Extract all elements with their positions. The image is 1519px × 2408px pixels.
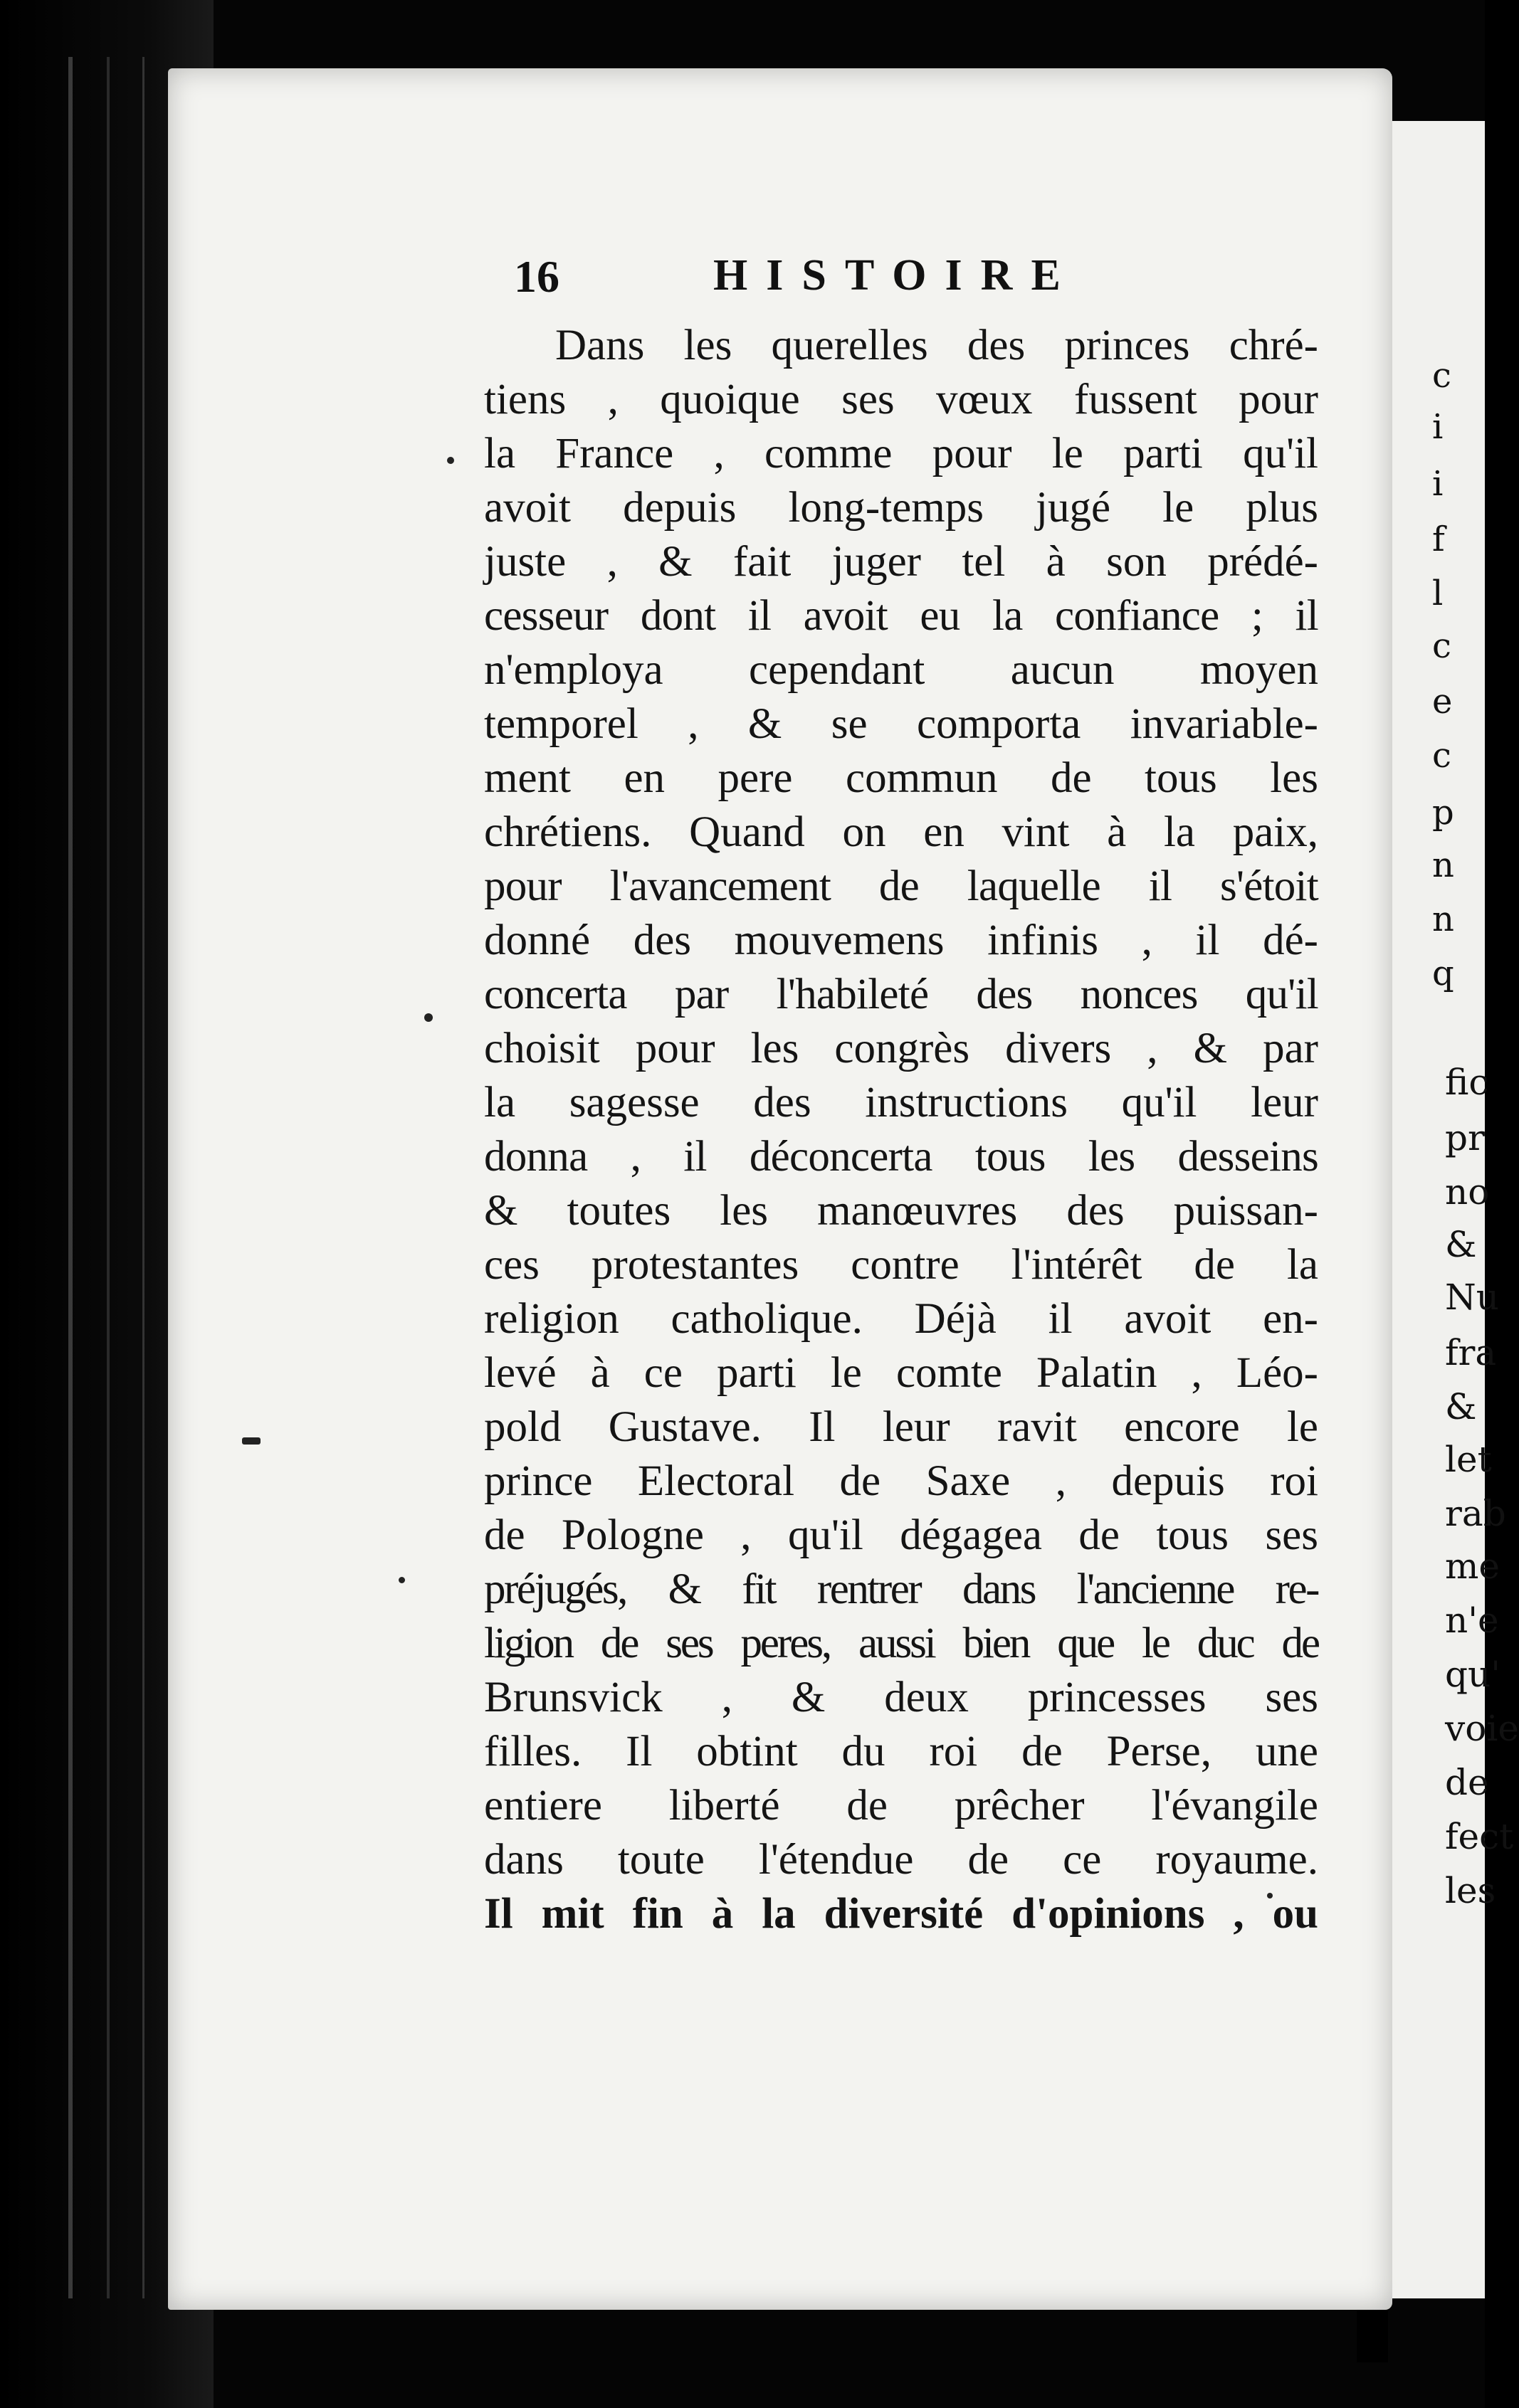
facing-page-fragment: fect (1445, 1816, 1514, 1857)
text-line: juste , & fait juger tel à son prédé- (484, 538, 1318, 586)
facing-page-fragment: Nu (1445, 1277, 1499, 1318)
running-head (514, 250, 1126, 315)
text-line: Il mit fin à la diversité d'opinions , ou (484, 1890, 1318, 1938)
page-speck (424, 1013, 433, 1022)
facing-page-fragment: no (1445, 1171, 1490, 1213)
facing-page-fragment: voie (1445, 1708, 1519, 1749)
facing-page-fragment: me (1445, 1546, 1500, 1587)
text-line: Brunsvick , & deux princesses ses (484, 1674, 1318, 1721)
facing-page-fragment: c (1432, 736, 1451, 776)
text-line: pold Gustave. Il leur ravit encore le (484, 1403, 1318, 1451)
text-line: prince Electoral de Saxe , depuis roi (484, 1457, 1318, 1505)
facing-page-fragment: i (1432, 407, 1444, 447)
facing-page-fragment: e (1432, 682, 1453, 722)
facing-page-fragment: q (1432, 954, 1454, 993)
facing-page-fragment: fic (1445, 1062, 1489, 1103)
facing-page-fragment: l (1432, 574, 1444, 613)
text-line: concerta par l'habileté des nonces qu'il (484, 971, 1318, 1018)
facing-page-fragment: fra (1445, 1332, 1497, 1373)
facing-page-fragment: p (1432, 793, 1454, 833)
text-line: filles. Il obtint du roi de Perse, une (484, 1728, 1318, 1775)
text-line: de Pologne , qu'il dégagea de tous ses (484, 1511, 1318, 1559)
text-line: & toutes les manœuvres des puissan- (484, 1187, 1318, 1235)
facing-page-fragment: & (1445, 1224, 1477, 1265)
text-line: temporel , & se comporta invariable- (484, 700, 1318, 748)
facing-page-fragment: les (1445, 1870, 1496, 1911)
text-line: chrétiens. Quand on en vint à la paix, (484, 808, 1318, 856)
text-line: cesseur dont il avoit eu la confiance ; il (484, 592, 1318, 640)
body-text (484, 319, 1318, 1941)
text-line: avoit depuis long-temps jugé le plus (484, 484, 1318, 532)
text-line: la France , comme pour le parti qu'il (484, 430, 1318, 477)
facing-page-fragment: c (1432, 356, 1451, 396)
spine-edge-line (68, 57, 73, 2298)
text-line: donné des mouvemens infinis , il dé- (484, 917, 1318, 964)
page-speck (399, 1577, 405, 1583)
text-line: ment en pere commun de tous les (484, 754, 1318, 802)
text-line: la sagesse des instructions qu'il leur (484, 1079, 1318, 1126)
page-speck (447, 457, 454, 464)
facing-page-fragment: & (1445, 1386, 1477, 1427)
text-line: Dans les querelles des princes chré- (555, 322, 1318, 369)
text-line: levé à ce parti le comte Palatin , Léo- (484, 1349, 1318, 1397)
text-line: n'employa cependant aucun moyen (484, 646, 1318, 694)
facing-page-fragment: qu' (1445, 1654, 1500, 1695)
text-line: entiere liberté de prêcher l'évangile (484, 1782, 1318, 1829)
text-line: donna , il déconcerta tous les desseins (484, 1133, 1318, 1181)
facing-page-fragment: rab (1445, 1493, 1506, 1534)
text-line: préjugés, & fit rentrer dans l'ancienne re- (484, 1565, 1318, 1613)
text-line: religion catholique. Déjà il avoit en- (484, 1295, 1318, 1343)
text-line: tiens , quoique ses vœux fussent pour (484, 376, 1318, 423)
spine-edge-line (107, 57, 110, 2298)
facing-page-fragment: f (1432, 519, 1445, 559)
text-line: choisit pour les congrès divers , & par (484, 1025, 1318, 1072)
page-number: 16 (514, 251, 559, 302)
text-line: ligion de ses peres, aussi bien que le duc de (484, 1620, 1318, 1667)
page-speck (242, 1437, 261, 1445)
facing-page-fragment: i (1432, 464, 1444, 504)
spine-edge-line (142, 57, 144, 2298)
facing-page-fragment: de (1445, 1762, 1489, 1803)
facing-page-fragment: n (1432, 899, 1454, 939)
facing-page-fragment: n'e (1445, 1600, 1499, 1641)
facing-page-fragment: let (1445, 1439, 1492, 1480)
running-head-title: HISTOIRE (713, 251, 1079, 300)
facing-page-fragment: c (1432, 626, 1451, 666)
facing-page-fragment: n (1432, 845, 1454, 885)
text-line: ces protestantes contre l'intérêt de la (484, 1241, 1318, 1289)
facing-page-fragment: pr (1445, 1117, 1485, 1158)
text-line: dans toute l'étendue de ce royaume. (484, 1836, 1318, 1884)
text-line: pour l'avancement de laquelle il s'étoit (484, 862, 1318, 910)
